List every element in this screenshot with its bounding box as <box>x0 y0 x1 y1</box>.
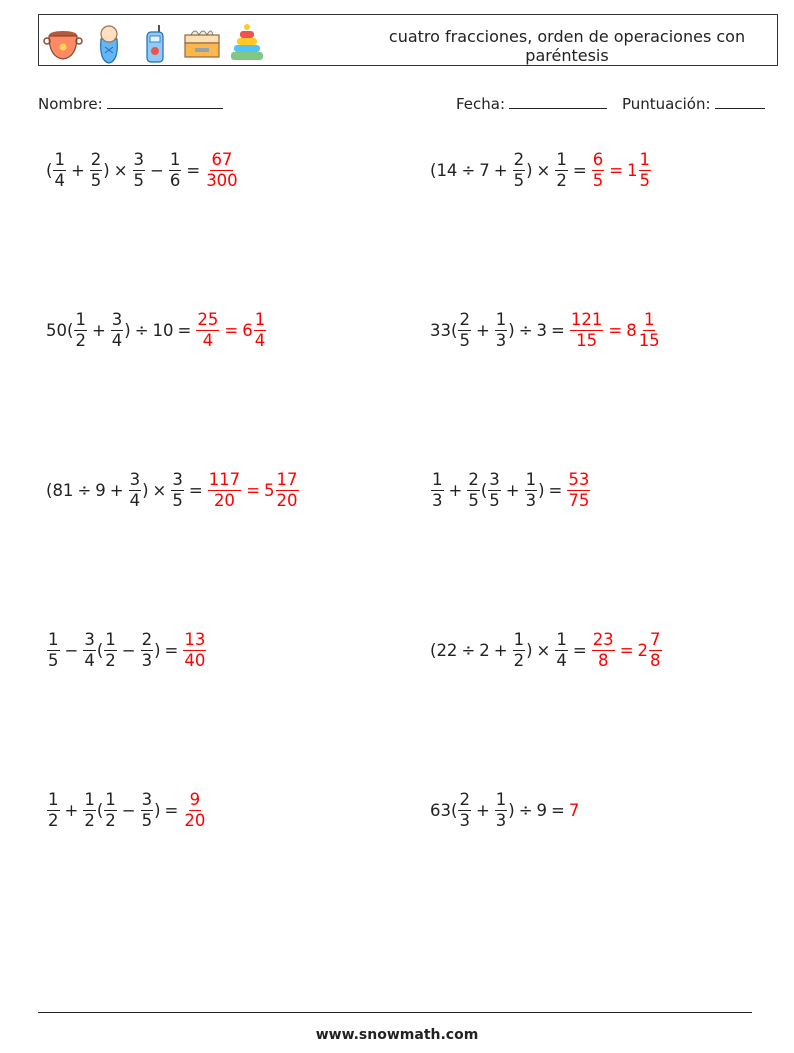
denominator: 20 <box>213 490 235 510</box>
parenthesis: ) <box>508 320 515 340</box>
problem-8 <box>430 620 663 680</box>
fraction <box>208 470 242 511</box>
parenthesis: ( <box>451 320 458 340</box>
denominator: 20 <box>184 810 206 830</box>
parenthesis: ) <box>154 640 161 660</box>
operator: + <box>448 480 463 500</box>
numerator: 1 <box>495 309 507 329</box>
operator: + <box>493 640 508 660</box>
denominator: 3 <box>432 490 443 510</box>
denominator: 20 <box>276 490 298 510</box>
parenthesis: ( <box>96 640 104 660</box>
numerator: 2 <box>468 469 479 489</box>
number: 9 <box>536 800 548 820</box>
fraction <box>83 630 96 671</box>
parenthesis: ( <box>480 480 488 500</box>
pot-icon <box>43 21 83 65</box>
fraction <box>254 310 267 351</box>
number: 1 <box>627 160 638 180</box>
problem-6 <box>430 460 591 520</box>
problem-expression <box>430 310 547 351</box>
fraction <box>431 470 444 511</box>
equals-sign: = <box>177 320 192 340</box>
operator: + <box>64 800 79 820</box>
fraction <box>555 150 568 191</box>
denominator: 5 <box>459 330 470 350</box>
date-blank <box>509 94 607 109</box>
operator: + <box>475 800 490 820</box>
operator: + <box>70 160 85 180</box>
number: 10 <box>152 320 174 340</box>
operator: × <box>152 480 167 500</box>
stacking-rings-toy-icon <box>227 21 267 65</box>
number: 2 <box>479 640 490 660</box>
numerator: 3 <box>111 309 123 329</box>
problem-1 <box>46 140 240 200</box>
parenthesis: ( <box>67 320 74 340</box>
fraction <box>133 150 146 191</box>
numerator: 1 <box>432 469 443 489</box>
equals-sign: = <box>572 640 587 660</box>
number: 14 <box>436 160 458 180</box>
problem-2 <box>430 140 652 200</box>
denominator: 5 <box>513 170 525 190</box>
parenthesis: ) <box>526 640 533 660</box>
fraction <box>525 470 538 511</box>
fraction <box>129 470 142 511</box>
worksheet-header <box>38 14 778 66</box>
fraction <box>171 470 184 511</box>
number: 7 <box>479 160 490 180</box>
numerator: 13 <box>184 629 206 649</box>
problem-expression <box>430 470 545 511</box>
numerator: 1 <box>254 309 266 329</box>
fraction <box>567 470 590 511</box>
problem-answer <box>207 470 300 511</box>
numerator: 6 <box>592 149 604 169</box>
problem-answer <box>569 310 662 351</box>
numerator: 2 <box>459 309 470 329</box>
equals-sign: = <box>188 480 203 500</box>
equals-sign: = <box>551 320 565 340</box>
denominator: 3 <box>495 330 507 350</box>
header-icons <box>43 21 267 65</box>
number: 81 <box>52 480 74 500</box>
numerator: 7 <box>650 629 661 649</box>
fraction <box>513 630 526 671</box>
fraction <box>495 790 508 831</box>
parenthesis: ) <box>538 480 545 500</box>
denominator: 4 <box>254 330 266 350</box>
numerator: 3 <box>133 149 145 169</box>
fraction <box>104 790 117 831</box>
denominator: 75 <box>568 490 590 510</box>
parenthesis: ) <box>154 800 161 820</box>
number: 3 <box>536 320 548 340</box>
parenthesis: ( <box>430 160 437 180</box>
denominator: 4 <box>111 330 123 350</box>
denominator: 4 <box>202 330 214 350</box>
denominator: 5 <box>489 490 500 510</box>
score-blank <box>715 94 765 109</box>
operator: = <box>608 320 623 340</box>
denominator: 2 <box>105 650 116 670</box>
number: 7 <box>568 800 580 820</box>
swaddled-baby-icon <box>89 21 129 65</box>
numerator: 1 <box>556 149 567 169</box>
operator: = <box>619 640 634 660</box>
numerator: 1 <box>48 629 59 649</box>
numerator: 1 <box>105 629 116 649</box>
tissue-box-icon <box>181 21 221 65</box>
denominator: 5 <box>90 170 102 190</box>
operator: × <box>536 640 551 660</box>
baby-monitor-icon <box>135 21 175 65</box>
fraction <box>47 790 60 831</box>
fraction <box>639 150 652 191</box>
problem-expression <box>46 470 185 511</box>
problem-answer <box>591 150 652 191</box>
operator: + <box>493 160 508 180</box>
operator: − <box>64 640 79 660</box>
fraction <box>141 790 154 831</box>
operator: = <box>246 480 261 500</box>
parenthesis: ( <box>46 480 53 500</box>
problem-answer <box>569 801 580 820</box>
problem-9 <box>46 780 207 840</box>
fraction <box>47 630 60 671</box>
operator: + <box>91 320 106 340</box>
operator: ÷ <box>461 640 476 660</box>
fraction <box>74 310 87 351</box>
numerator: 2 <box>90 149 102 169</box>
numerator: 67 <box>211 149 233 169</box>
fraction <box>183 630 206 671</box>
numerator: 121 <box>570 309 603 329</box>
fraction <box>513 150 526 191</box>
denominator: 40 <box>184 650 206 670</box>
number: 8 <box>626 320 637 340</box>
fraction <box>196 310 219 351</box>
fraction <box>183 790 206 831</box>
date-field <box>456 94 607 113</box>
numerator: 9 <box>189 789 201 809</box>
denominator: 2 <box>48 810 59 830</box>
numerator: 17 <box>276 469 298 489</box>
problem-answer <box>204 150 240 191</box>
operator: ÷ <box>518 800 533 820</box>
denominator: 4 <box>54 170 65 190</box>
denominator: 2 <box>556 170 567 190</box>
numerator: 25 <box>197 309 219 329</box>
operator: ÷ <box>518 320 533 340</box>
parenthesis: ) <box>103 160 110 180</box>
denominator: 8 <box>650 650 661 670</box>
numerator: 2 <box>141 629 153 649</box>
fraction <box>592 150 605 191</box>
numerator: 1 <box>84 789 95 809</box>
denominator: 15 <box>638 330 660 350</box>
numerator: 1 <box>48 789 59 809</box>
name-field <box>38 94 223 113</box>
denominator: 15 <box>576 330 598 350</box>
numerator: 3 <box>489 469 500 489</box>
worksheet-title: cuatro fracciones, orden de operaciones con paréntesis <box>388 27 746 65</box>
numerator: 1 <box>639 149 651 169</box>
parenthesis: ( <box>46 160 53 180</box>
operator: + <box>109 480 124 500</box>
numerator: 1 <box>513 629 525 649</box>
fraction <box>458 790 471 831</box>
fraction <box>141 630 154 671</box>
problem-expression <box>46 630 161 671</box>
parenthesis: ) <box>526 160 533 180</box>
problem-3 <box>46 300 267 360</box>
problem-expression <box>430 150 569 191</box>
operator: ÷ <box>77 480 92 500</box>
equals-sign: = <box>551 800 565 820</box>
denominator: 4 <box>129 490 141 510</box>
denominator: 2 <box>75 330 86 350</box>
denominator: 2 <box>513 650 525 670</box>
fraction <box>467 470 480 511</box>
denominator: 4 <box>84 650 95 670</box>
problem-answer <box>182 790 207 831</box>
denominator: 8 <box>597 650 609 670</box>
denominator: 5 <box>141 810 153 830</box>
denominator: 5 <box>592 170 604 190</box>
fraction <box>495 310 508 351</box>
parenthesis: ) <box>142 480 149 500</box>
numerator: 1 <box>54 149 65 169</box>
problem-expression <box>46 790 161 831</box>
denominator: 3 <box>525 490 537 510</box>
footer-divider <box>38 1012 752 1013</box>
numerator: 23 <box>592 629 614 649</box>
denominator: 6 <box>169 170 181 190</box>
fraction <box>458 310 471 351</box>
parenthesis: ) <box>508 800 515 820</box>
numerator: 1 <box>169 149 181 169</box>
denominator: 2 <box>105 810 116 830</box>
number: 2 <box>637 640 649 660</box>
number: 50 <box>46 320 67 340</box>
numerator: 3 <box>129 469 141 489</box>
operator: − <box>150 160 164 180</box>
problem-5 <box>46 460 300 520</box>
number: 63 <box>430 800 451 820</box>
operator: ÷ <box>461 160 476 180</box>
number: 22 <box>436 640 458 660</box>
operator: + <box>505 480 520 500</box>
problem-7 <box>46 620 207 680</box>
denominator: 3 <box>141 650 153 670</box>
fraction <box>649 630 662 671</box>
number: 6 <box>242 320 253 340</box>
fraction <box>90 150 103 191</box>
problem-expression <box>430 790 547 831</box>
problem-answer <box>591 630 663 671</box>
number: 9 <box>95 480 106 500</box>
numerator: 2 <box>459 789 470 809</box>
numerator: 1 <box>495 789 507 809</box>
problem-expression <box>430 630 569 671</box>
fraction <box>592 630 615 671</box>
operator: + <box>475 320 490 340</box>
fraction <box>555 630 568 671</box>
numerator: 1 <box>75 309 86 329</box>
numerator: 1 <box>105 789 116 809</box>
fraction <box>570 310 604 351</box>
parenthesis: ) <box>124 320 131 340</box>
numerator: 1 <box>525 469 537 489</box>
name-blank <box>107 94 223 109</box>
numerator: 1 <box>643 309 655 329</box>
problem-10 <box>430 780 579 840</box>
problem-expression <box>46 150 182 191</box>
denominator: 5 <box>468 490 479 510</box>
fraction <box>488 470 501 511</box>
name-label: Nombre: <box>38 95 103 113</box>
parenthesis: ( <box>96 800 104 820</box>
denominator: 300 <box>206 170 238 190</box>
operator: = <box>609 160 624 180</box>
numerator: 3 <box>141 789 153 809</box>
denominator: 3 <box>459 810 470 830</box>
fraction <box>169 150 182 191</box>
fraction <box>205 150 239 191</box>
parenthesis: ( <box>451 800 458 820</box>
equals-sign: = <box>548 480 563 500</box>
equals-sign: = <box>186 160 201 180</box>
problem-answer <box>195 310 267 351</box>
denominator: 4 <box>556 650 567 670</box>
fraction <box>111 310 124 351</box>
denominator: 5 <box>48 650 59 670</box>
footer-url: www.snowmath.com <box>315 1027 479 1043</box>
denominator: 3 <box>495 810 507 830</box>
denominator: 2 <box>84 810 95 830</box>
numerator: 3 <box>84 629 95 649</box>
numerator: 117 <box>208 469 241 489</box>
denominator: 5 <box>133 170 145 190</box>
score-label: Puntuación: <box>622 95 711 113</box>
numerator: 1 <box>556 629 567 649</box>
equals-sign: = <box>164 640 179 660</box>
problem-answer <box>182 630 207 671</box>
fraction <box>83 790 96 831</box>
fraction <box>276 470 299 511</box>
fraction <box>53 150 66 191</box>
equals-sign: = <box>572 160 587 180</box>
number: 5 <box>264 480 275 500</box>
number: 33 <box>430 320 451 340</box>
operator: = <box>224 320 239 340</box>
date-label: Fecha: <box>456 95 506 113</box>
operator: × <box>113 160 128 180</box>
equals-sign: = <box>164 800 179 820</box>
problem-expression <box>46 310 174 351</box>
operator: × <box>536 160 551 180</box>
denominator: 5 <box>639 170 651 190</box>
problem-answer <box>566 470 591 511</box>
numerator: 3 <box>172 469 183 489</box>
operator: − <box>121 640 136 660</box>
numerator: 53 <box>568 469 590 489</box>
operator: ÷ <box>134 320 149 340</box>
problem-4 <box>430 300 662 360</box>
parenthesis: ( <box>430 640 437 660</box>
score-field <box>622 94 765 113</box>
operator: − <box>121 800 136 820</box>
fraction <box>104 630 117 671</box>
fraction <box>638 310 661 351</box>
denominator: 5 <box>172 490 183 510</box>
numerator: 2 <box>513 149 525 169</box>
